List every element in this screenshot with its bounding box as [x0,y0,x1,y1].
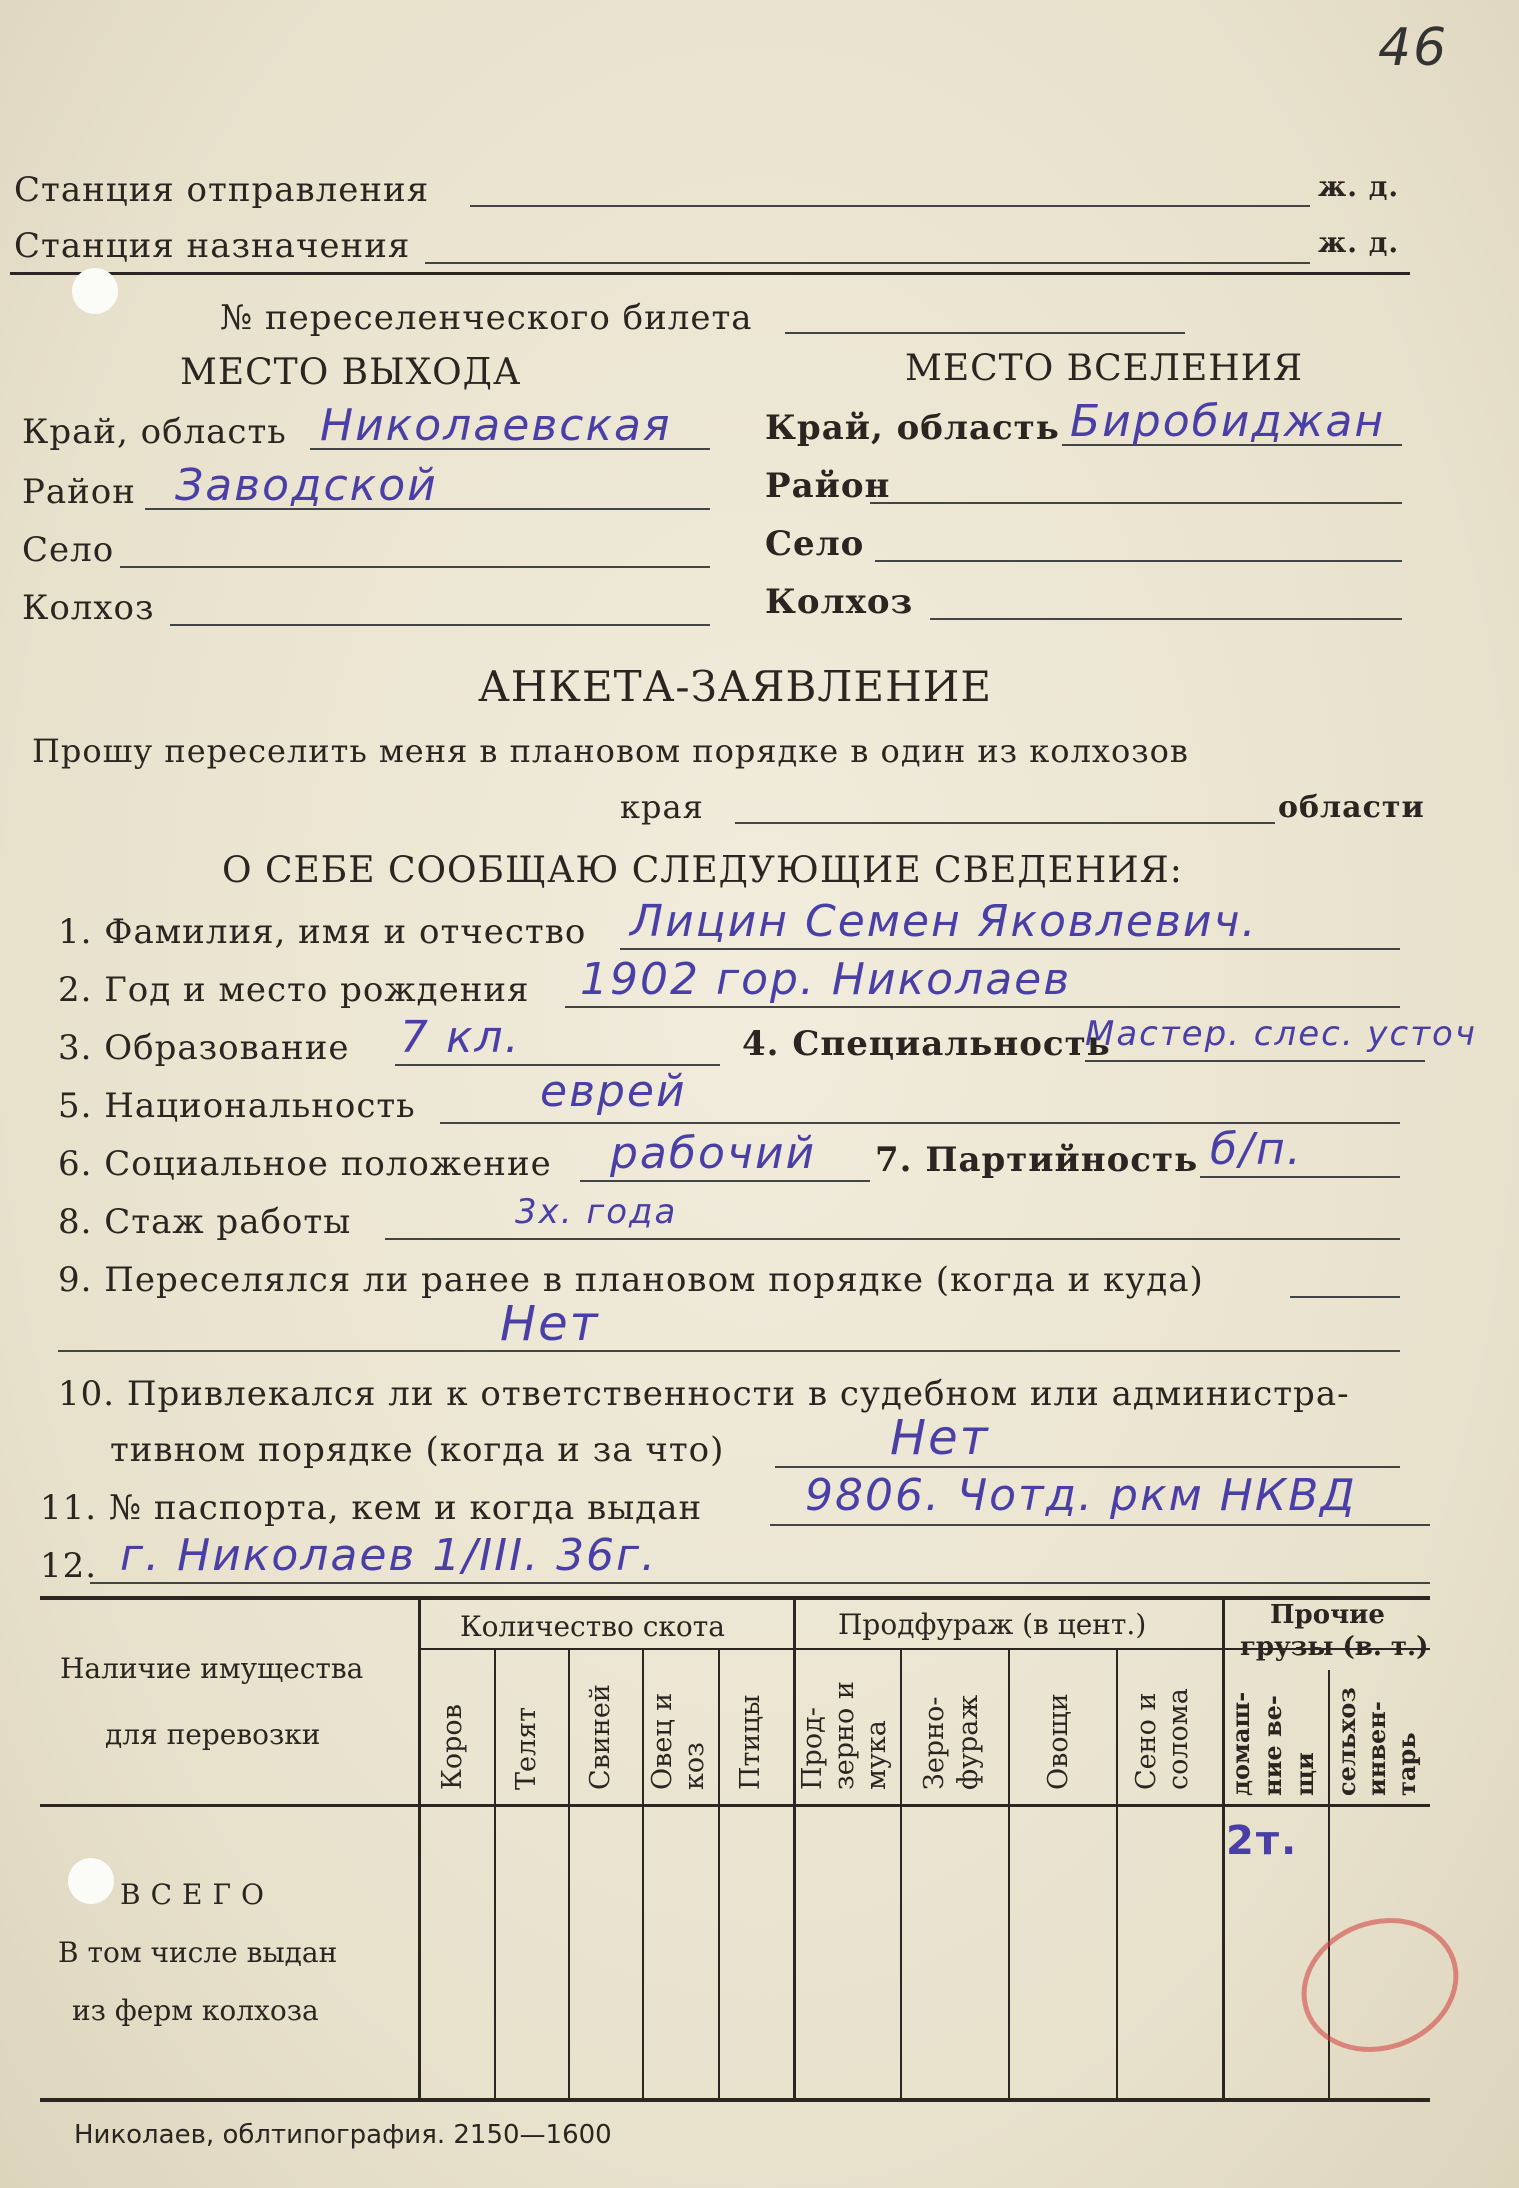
q10-label-line2: тивном порядке (когда и за что) [110,1430,725,1470]
departure-heading: МЕСТО ВЫХОДА [180,352,522,393]
destination-station-field[interactable] [425,262,1310,264]
request-region-field[interactable] [735,822,1275,824]
settlement-region-label: Край, область [765,408,1060,448]
about-heading: О СЕБЕ СООБЩАЮ СЛЕДУЮЩИЕ СВЕДЕНИЯ: [222,850,1183,891]
settlement-region-value: Биробиджан [1070,396,1386,447]
q2-field[interactable] [565,1006,1400,1008]
col-pigs: Свиней [585,1684,616,1790]
q12-field[interactable] [90,1582,1430,1584]
settlement-district-field[interactable] [870,502,1402,504]
col-household-line1: домаш- [1226,1691,1255,1796]
q1-label: 1. Фамилия, имя и отчество [58,912,587,952]
group-other-line2: грузы (в. т.) [1240,1632,1429,1662]
col-forage-line1: Зерно- [919,1696,950,1790]
q1-value: Лицин Семен Яковлевич. [630,896,1258,947]
col-hay-line1: Сено и [1131,1692,1162,1790]
q6-field[interactable] [580,1180,870,1182]
printer-footer: Николаев, облтипография. 2150—1600 [74,2120,612,2150]
q4-field[interactable] [1085,1060,1425,1062]
q6-value: рабочий [610,1128,817,1179]
ticket-label: № переселенческого билета [220,298,753,338]
table-vline [418,1598,421,2100]
group-other-line1: Прочие [1270,1600,1385,1630]
col-household-line3: щи [1290,1752,1319,1796]
q4-label: 4. Специальность [742,1024,1111,1064]
table-vline [1116,1650,1118,2100]
col-forage-line2: фураж [953,1694,984,1790]
departure-region-label: Край, область [22,412,287,452]
q9-label: 9. Переселялся ли ранее в плановом порядке (когда и куда) [58,1260,1204,1300]
settlement-kolkhoz-label: Колхоз [765,582,914,622]
q8-field[interactable] [385,1238,1400,1240]
table-vline [718,1650,720,2100]
col-agri-line1: сельхоз [1332,1687,1361,1796]
table-vline [793,1598,796,2100]
table-vline [568,1650,570,2100]
request-line: Прошу переселить меня в плановом порядке в один из колхозов [32,732,1189,770]
row-header-line2: для перевозки [105,1718,321,1751]
q11-label: 11. № паспорта, кем и когда выдан [40,1488,703,1528]
q2-label: 2. Год и место рождения [58,970,530,1010]
q10-value: Нет [890,1410,990,1466]
settlement-kolkhoz-field[interactable] [930,618,1402,620]
q5-value: еврей [540,1066,687,1117]
col-agri-line3: тарь [1392,1732,1421,1796]
group-livestock: Количество скота [460,1610,725,1643]
col-household-line2: ние ве- [1258,1695,1287,1796]
q12-label: 12. [40,1546,98,1586]
col-calves: Телят [511,1706,542,1790]
household-value: 2т. [1226,1818,1299,1864]
col-agri-line2: инвен- [1362,1701,1391,1796]
q2-value: 1902 гор. Николаев [580,954,1072,1005]
departure-station-field[interactable] [470,205,1310,207]
departure-kolkhoz-field[interactable] [170,624,710,626]
col-grain-line3: мука [861,1720,892,1790]
ticket-field[interactable] [785,332,1185,334]
departure-district-label: Район [22,472,136,512]
total-label: ВСЕГО [120,1878,274,1911]
settlement-village-label: Село [765,524,865,564]
issued-line2: из ферм колхоза [72,1994,319,2027]
q8-value: 3х. года [515,1192,678,1232]
q7-field[interactable] [1200,1176,1400,1178]
table-vline [1008,1650,1010,2100]
departure-kolkhoz-label: Колхоз [22,588,155,628]
q11-value: 9806. Чотд. ркм НКВД [805,1470,1357,1521]
red-stamp-mark [1283,1897,1478,2074]
departure-district-value: Заводской [175,460,438,511]
header-divider [10,272,1410,275]
col-sheep-line2: коз [679,1742,710,1790]
departure-village-label: Село [22,530,115,570]
col-grain-line1: Прод- [797,1707,828,1790]
q9-field[interactable] [58,1350,1400,1352]
q3-value: 7 кл. [400,1012,521,1063]
table-vline [1222,1598,1225,2100]
group-fodder: Продфураж (в цент.) [838,1608,1147,1641]
q9-value: Нет [500,1296,600,1352]
settlement-district-label: Район [765,466,891,506]
departure-station-label: Станция отправления [14,170,430,210]
q7-value: б/п. [1210,1124,1303,1175]
form-title: АНКЕТА-ЗАЯВЛЕНИЕ [478,662,992,711]
departure-village-field[interactable] [120,566,710,568]
settlement-village-field[interactable] [875,560,1402,562]
punch-hole [72,268,118,314]
q7-label: 7. Партийность [875,1140,1199,1180]
col-vegetables: Овощи [1043,1693,1074,1790]
q10-field[interactable] [775,1466,1400,1468]
q6-label: 6. Социальное положение [58,1144,552,1184]
col-cows: Коров [437,1704,468,1790]
railway-suffix-1: ж. д. [1318,170,1400,203]
q12-value: г. Николаев 1/III. 36г. [120,1530,658,1581]
q11-field[interactable] [770,1524,1430,1526]
page-number: 46 [1378,18,1449,78]
col-birds: Птицы [735,1694,766,1790]
destination-station-label: Станция назначения [14,226,411,266]
q3-label: 3. Образование [58,1028,350,1068]
table-vline [642,1650,644,2100]
punch-hole [68,1858,114,1904]
col-sheep-line1: Овец и [647,1692,678,1790]
issued-line1: В том числе выдан [58,1936,338,1969]
departure-region-value: Николаевская [320,400,672,451]
q10-label-line1: 10. Привлекался ли к ответственности в судебном или администра- [58,1374,1350,1414]
table-vline [494,1650,496,2100]
request-kraya: края [620,788,704,826]
railway-suffix-2: ж. д. [1318,226,1400,259]
q8-label: 8. Стаж работы [58,1202,352,1242]
row-header-line1: Наличие имущества [60,1652,364,1685]
table-vline [900,1650,902,2100]
settlement-heading: МЕСТО ВСЕЛЕНИЯ [905,348,1304,389]
col-hay-line2: солома [1163,1688,1194,1790]
q4-value: Мастер. слес. усточ [1085,1014,1477,1054]
col-grain-line2: зерно и [829,1681,860,1790]
q5-label: 5. Национальность [58,1086,416,1126]
request-oblasti: области [1278,790,1425,825]
q9-field-end[interactable] [1290,1296,1400,1298]
q1-field[interactable] [620,948,1400,950]
